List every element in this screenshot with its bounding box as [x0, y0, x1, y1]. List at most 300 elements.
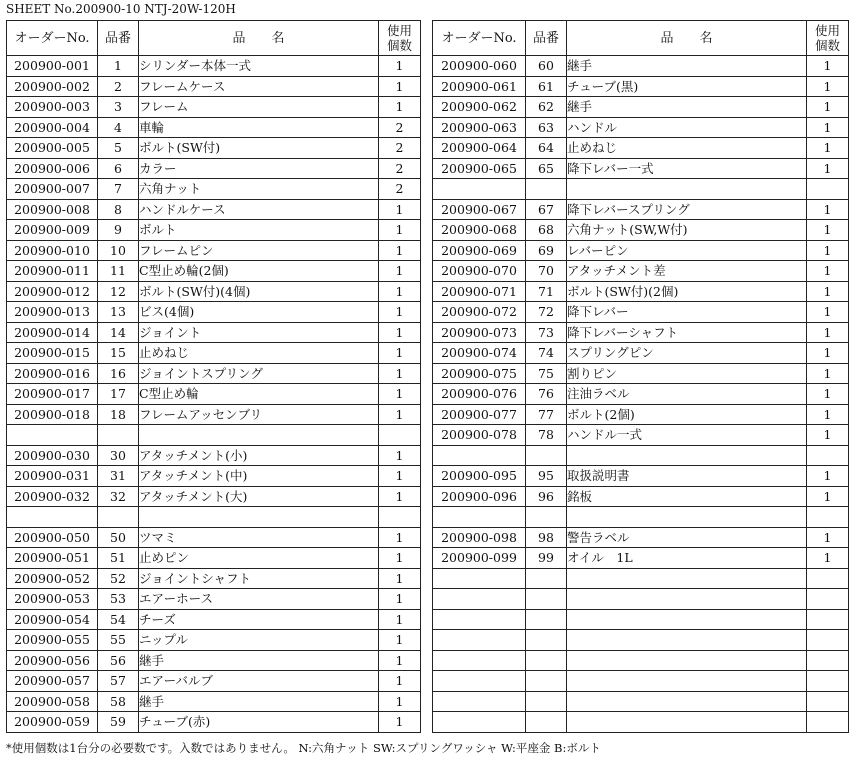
item-no-cell: 13 — [98, 302, 139, 323]
item-no-cell: 16 — [98, 363, 139, 384]
table-row — [433, 138, 849, 159]
item-name-cell: 降下レバーシャフト — [567, 322, 807, 343]
order-no-cell: 200900-075 — [433, 363, 526, 384]
quantity-cell: 1 — [379, 281, 421, 302]
quantity-cell — [807, 691, 849, 712]
item-no-cell: 11 — [98, 261, 139, 282]
item-name-cell — [567, 609, 807, 630]
order-no-cell: 200900-073 — [433, 322, 526, 343]
order-no-cell: 200900-061 — [433, 76, 526, 97]
order-no-cell: 200900-008 — [7, 199, 98, 220]
item-no-cell: 12 — [98, 281, 139, 302]
item-no-cell: 54 — [98, 609, 139, 630]
table-row — [433, 97, 849, 118]
table-row — [433, 404, 849, 425]
quantity-cell: 1 — [807, 261, 849, 282]
item-no-cell: 3 — [98, 97, 139, 118]
item-name-cell: 継手 — [567, 97, 807, 118]
order-no-cell: 200900-076 — [433, 384, 526, 405]
table-row — [433, 261, 849, 282]
item-name-cell: 銘板 — [567, 486, 807, 507]
quantity-cell: 1 — [807, 240, 849, 261]
item-no-cell — [526, 568, 567, 589]
table-row — [433, 568, 849, 589]
table-row — [7, 117, 421, 138]
order-no-cell: 200900-063 — [433, 117, 526, 138]
item-no-cell: 63 — [526, 117, 567, 138]
quantity-cell: 1 — [807, 56, 849, 77]
item-no-cell: 58 — [98, 691, 139, 712]
item-name-cell: ボルト(SW付)(2個) — [567, 281, 807, 302]
table-row — [7, 343, 421, 364]
item-no-cell: 75 — [526, 363, 567, 384]
item-no-cell: 67 — [526, 199, 567, 220]
order-no-cell — [433, 671, 526, 692]
quantity-cell — [807, 445, 849, 466]
item-name-cell: ハンドルケース — [139, 199, 379, 220]
order-no-cell: 200900-009 — [7, 220, 98, 241]
quantity-cell — [807, 179, 849, 200]
item-no-cell: 5 — [98, 138, 139, 159]
header-item-no: 品番 — [98, 21, 139, 56]
table-row — [433, 117, 849, 138]
order-no-cell — [433, 691, 526, 712]
item-no-cell — [526, 179, 567, 200]
table-row — [7, 363, 421, 384]
table-row — [7, 650, 421, 671]
order-no-cell: 200900-002 — [7, 76, 98, 97]
item-no-cell: 70 — [526, 261, 567, 282]
item-no-cell: 14 — [98, 322, 139, 343]
order-no-cell: 200900-074 — [433, 343, 526, 364]
quantity-cell: 1 — [379, 712, 421, 733]
item-name-cell: ボルト(2個) — [567, 404, 807, 425]
table-row — [433, 179, 849, 200]
order-no-cell: 200900-054 — [7, 609, 98, 630]
quantity-cell: 1 — [807, 158, 849, 179]
order-no-cell: 200900-050 — [7, 527, 98, 548]
order-no-cell — [433, 507, 526, 528]
table-row — [433, 76, 849, 97]
quantity-cell: 1 — [379, 56, 421, 77]
table-row — [433, 240, 849, 261]
item-name-cell — [567, 589, 807, 610]
item-no-cell: 62 — [526, 97, 567, 118]
item-name-cell: フレームアッセンブリ — [139, 404, 379, 425]
order-no-cell: 200900-030 — [7, 445, 98, 466]
table-row — [7, 56, 421, 77]
item-no-cell — [98, 425, 139, 446]
order-no-cell: 200900-007 — [7, 179, 98, 200]
quantity-cell — [807, 671, 849, 692]
item-name-cell: 六角ナット — [139, 179, 379, 200]
order-no-cell: 200900-032 — [7, 486, 98, 507]
item-name-cell: カラー — [139, 158, 379, 179]
item-no-cell: 96 — [526, 486, 567, 507]
table-row — [7, 179, 421, 200]
order-no-cell: 200900-077 — [433, 404, 526, 425]
order-no-cell: 200900-052 — [7, 568, 98, 589]
table-row — [7, 466, 421, 487]
order-no-cell: 200900-057 — [7, 671, 98, 692]
table-row — [7, 76, 421, 97]
table-row — [7, 281, 421, 302]
item-no-cell: 69 — [526, 240, 567, 261]
table-row — [433, 671, 849, 692]
item-name-cell: レバーピン — [567, 240, 807, 261]
header-quantity-line1: 使用 — [814, 23, 840, 38]
item-name-cell: エアーホース — [139, 589, 379, 610]
item-no-cell: 59 — [98, 712, 139, 733]
order-no-cell: 200900-058 — [7, 691, 98, 712]
item-no-cell: 32 — [98, 486, 139, 507]
table-row — [433, 220, 849, 241]
order-no-cell: 200900-070 — [433, 261, 526, 282]
item-no-cell: 8 — [98, 199, 139, 220]
quantity-cell: 1 — [379, 568, 421, 589]
order-no-cell: 200900-001 — [7, 56, 98, 77]
item-name-cell: 六角ナット(SW,W付) — [567, 220, 807, 241]
quantity-cell: 2 — [379, 138, 421, 159]
item-no-cell: 98 — [526, 527, 567, 548]
item-name-cell — [567, 507, 807, 528]
table-row — [7, 568, 421, 589]
table-row — [433, 589, 849, 610]
item-no-cell: 18 — [98, 404, 139, 425]
order-no-cell: 200900-072 — [433, 302, 526, 323]
item-no-cell: 78 — [526, 425, 567, 446]
quantity-cell: 1 — [807, 138, 849, 159]
order-no-cell — [433, 179, 526, 200]
table-row — [7, 261, 421, 282]
order-no-cell: 200900-003 — [7, 97, 98, 118]
order-no-cell: 200900-067 — [433, 199, 526, 220]
item-name-cell: 止めピン — [139, 548, 379, 569]
header-quantity — [379, 21, 421, 56]
order-no-cell: 200900-062 — [433, 97, 526, 118]
quantity-cell: 1 — [379, 404, 421, 425]
item-no-cell: 31 — [98, 466, 139, 487]
table-row — [7, 609, 421, 630]
item-name-cell: 警告ラベル — [567, 527, 807, 548]
quantity-cell: 1 — [807, 343, 849, 364]
table-row — [433, 322, 849, 343]
quantity-cell — [807, 630, 849, 651]
order-no-cell: 200900-064 — [433, 138, 526, 159]
quantity-cell — [379, 425, 421, 446]
quantity-cell: 1 — [379, 650, 421, 671]
table-row — [7, 527, 421, 548]
item-no-cell: 99 — [526, 548, 567, 569]
order-no-cell: 200900-015 — [7, 343, 98, 364]
item-no-cell — [526, 507, 567, 528]
table-row — [7, 691, 421, 712]
item-no-cell: 50 — [98, 527, 139, 548]
table-row — [433, 712, 849, 733]
table-row — [7, 302, 421, 323]
table-row — [433, 199, 849, 220]
item-no-cell: 1 — [98, 56, 139, 77]
quantity-cell: 1 — [379, 302, 421, 323]
item-no-cell: 4 — [98, 117, 139, 138]
item-name-cell: C型止め輪 — [139, 384, 379, 405]
order-no-cell: 200900-010 — [7, 240, 98, 261]
table-row — [433, 302, 849, 323]
quantity-cell: 1 — [807, 117, 849, 138]
item-no-cell — [526, 712, 567, 733]
quantity-cell: 1 — [379, 97, 421, 118]
quantity-cell: 1 — [807, 425, 849, 446]
item-name-cell: 割りピン — [567, 363, 807, 384]
item-name-cell: スプリングピン — [567, 343, 807, 364]
quantity-cell: 1 — [807, 466, 849, 487]
order-no-cell: 200900-018 — [7, 404, 98, 425]
item-no-cell: 10 — [98, 240, 139, 261]
item-name-cell: アタッチメント(小) — [139, 445, 379, 466]
order-no-cell: 200900-004 — [7, 117, 98, 138]
item-name-cell: チューブ(黒) — [567, 76, 807, 97]
quantity-cell: 1 — [379, 76, 421, 97]
item-no-cell: 55 — [98, 630, 139, 651]
item-name-cell — [567, 179, 807, 200]
item-no-cell: 73 — [526, 322, 567, 343]
table-row — [7, 425, 421, 446]
quantity-cell: 1 — [807, 404, 849, 425]
quantity-cell — [807, 609, 849, 630]
header-quantity-line2: 個数 — [386, 38, 412, 53]
quantity-cell: 1 — [807, 76, 849, 97]
item-no-cell: 6 — [98, 158, 139, 179]
item-name-cell: オイル 1L — [567, 548, 807, 569]
table-row — [7, 445, 421, 466]
item-no-cell: 61 — [526, 76, 567, 97]
table-row — [433, 445, 849, 466]
table-row — [7, 630, 421, 651]
item-name-cell: ジョイントシャフト — [139, 568, 379, 589]
item-no-cell: 95 — [526, 466, 567, 487]
item-no-cell: 77 — [526, 404, 567, 425]
order-no-cell: 200900-013 — [7, 302, 98, 323]
item-name-cell: ボルト(SW付)(4個) — [139, 281, 379, 302]
item-name-cell: フレームケース — [139, 76, 379, 97]
order-no-cell: 200900-031 — [7, 466, 98, 487]
quantity-cell: 1 — [379, 527, 421, 548]
quantity-cell: 1 — [379, 466, 421, 487]
item-name-cell: アタッチメント(大) — [139, 486, 379, 507]
item-name-cell: フレームピン — [139, 240, 379, 261]
table-row — [7, 712, 421, 733]
item-no-cell — [526, 671, 567, 692]
item-name-cell: ボルト — [139, 220, 379, 241]
table-row — [433, 691, 849, 712]
order-no-cell: 200900-055 — [7, 630, 98, 651]
item-no-cell: 64 — [526, 138, 567, 159]
quantity-cell: 2 — [379, 117, 421, 138]
table-row — [433, 527, 849, 548]
item-name-cell: ハンドル一式 — [567, 425, 807, 446]
order-no-cell: 200900-096 — [433, 486, 526, 507]
table-row — [433, 343, 849, 364]
quantity-cell: 1 — [807, 302, 849, 323]
item-no-cell: 52 — [98, 568, 139, 589]
quantity-cell — [807, 650, 849, 671]
item-name-cell — [567, 630, 807, 651]
item-no-cell — [526, 691, 567, 712]
order-no-cell — [7, 507, 98, 528]
item-name-cell — [567, 691, 807, 712]
order-no-cell — [433, 712, 526, 733]
order-no-cell: 200900-053 — [7, 589, 98, 610]
footnote: *使用個数は1台分の必要数です。入数ではありません。 N:六角ナット SW:スプリングワッシャ W:平座金 B:ボルト — [6, 741, 601, 755]
quantity-cell: 2 — [379, 158, 421, 179]
item-no-cell: 51 — [98, 548, 139, 569]
item-name-cell: 車輪 — [139, 117, 379, 138]
item-name-cell: シリンダー本体一式 — [139, 56, 379, 77]
quantity-cell: 1 — [379, 671, 421, 692]
order-no-cell — [433, 650, 526, 671]
item-name-cell: フレーム — [139, 97, 379, 118]
order-no-cell: 200900-051 — [7, 548, 98, 569]
order-no-cell: 200900-078 — [433, 425, 526, 446]
header-item-name: 品 名 — [139, 21, 379, 56]
quantity-cell: 1 — [379, 220, 421, 241]
item-no-cell: 15 — [98, 343, 139, 364]
item-name-cell: チューブ(赤) — [139, 712, 379, 733]
item-no-cell: 68 — [526, 220, 567, 241]
item-name-cell: 止めねじ — [567, 138, 807, 159]
item-no-cell: 30 — [98, 445, 139, 466]
item-name-cell: 注油ラベル — [567, 384, 807, 405]
item-no-cell: 72 — [526, 302, 567, 323]
item-no-cell: 9 — [98, 220, 139, 241]
table-row — [433, 425, 849, 446]
quantity-cell — [807, 568, 849, 589]
order-no-cell: 200900-098 — [433, 527, 526, 548]
table-row — [433, 609, 849, 630]
item-name-cell — [139, 425, 379, 446]
quantity-cell: 1 — [379, 363, 421, 384]
item-name-cell: ハンドル — [567, 117, 807, 138]
item-name-cell: チーズ — [139, 609, 379, 630]
item-no-cell — [526, 589, 567, 610]
quantity-cell — [807, 589, 849, 610]
quantity-cell: 1 — [379, 343, 421, 364]
item-no-cell: 17 — [98, 384, 139, 405]
order-no-cell: 200900-056 — [7, 650, 98, 671]
item-no-cell: 71 — [526, 281, 567, 302]
item-no-cell: 76 — [526, 384, 567, 405]
order-no-cell: 200900-068 — [433, 220, 526, 241]
order-no-cell: 200900-069 — [433, 240, 526, 261]
item-name-cell: 取扱説明書 — [567, 466, 807, 487]
table-row — [7, 404, 421, 425]
quantity-cell: 1 — [807, 363, 849, 384]
item-name-cell: 降下レバー一式 — [567, 158, 807, 179]
order-no-cell — [7, 425, 98, 446]
quantity-cell: 1 — [379, 240, 421, 261]
table-row — [7, 322, 421, 343]
item-no-cell — [526, 630, 567, 651]
order-no-cell: 200900-012 — [7, 281, 98, 302]
item-name-cell: 継手 — [567, 56, 807, 77]
quantity-cell: 1 — [379, 609, 421, 630]
parts-table-left — [6, 20, 421, 733]
quantity-cell: 1 — [379, 384, 421, 405]
quantity-cell: 1 — [807, 281, 849, 302]
table-row — [433, 650, 849, 671]
item-name-cell — [567, 650, 807, 671]
header-order-no: オーダーNo. — [7, 21, 98, 56]
order-no-cell — [433, 630, 526, 651]
table-row — [433, 158, 849, 179]
item-no-cell — [526, 609, 567, 630]
quantity-cell: 2 — [379, 179, 421, 200]
table-row — [7, 384, 421, 405]
table-row — [7, 138, 421, 159]
item-name-cell: 降下レバー — [567, 302, 807, 323]
item-no-cell — [526, 650, 567, 671]
header-quantity-line1: 使用 — [386, 23, 412, 38]
order-no-cell: 200900-095 — [433, 466, 526, 487]
quantity-cell: 1 — [807, 322, 849, 343]
table-row — [433, 630, 849, 651]
item-name-cell — [567, 568, 807, 589]
item-no-cell: 7 — [98, 179, 139, 200]
item-no-cell: 2 — [98, 76, 139, 97]
item-name-cell: エアーバルブ — [139, 671, 379, 692]
order-no-cell: 200900-016 — [7, 363, 98, 384]
order-no-cell: 200900-099 — [433, 548, 526, 569]
quantity-cell: 1 — [379, 322, 421, 343]
item-name-cell: ビス(4個) — [139, 302, 379, 323]
item-name-cell — [567, 445, 807, 466]
item-no-cell: 74 — [526, 343, 567, 364]
table-row — [7, 507, 421, 528]
order-no-cell: 200900-011 — [7, 261, 98, 282]
quantity-cell: 1 — [807, 486, 849, 507]
table-row — [7, 548, 421, 569]
order-no-cell: 200900-060 — [433, 56, 526, 77]
table-row — [7, 97, 421, 118]
table-row — [433, 507, 849, 528]
order-no-cell: 200900-005 — [7, 138, 98, 159]
table-row — [433, 384, 849, 405]
table-header-row — [7, 21, 421, 56]
item-no-cell — [526, 445, 567, 466]
quantity-cell — [807, 712, 849, 733]
quantity-cell: 1 — [807, 199, 849, 220]
quantity-cell: 1 — [807, 548, 849, 569]
table-row — [433, 363, 849, 384]
quantity-cell: 1 — [379, 486, 421, 507]
item-no-cell: 57 — [98, 671, 139, 692]
item-no-cell: 65 — [526, 158, 567, 179]
table-row — [7, 220, 421, 241]
header-quantity — [807, 21, 849, 56]
item-name-cell: ボルト(SW付) — [139, 138, 379, 159]
item-name-cell: アタッチメント(中) — [139, 466, 379, 487]
quantity-cell: 1 — [379, 548, 421, 569]
quantity-cell: 1 — [807, 527, 849, 548]
order-no-cell — [433, 445, 526, 466]
item-no-cell: 60 — [526, 56, 567, 77]
order-no-cell — [433, 568, 526, 589]
order-no-cell: 200900-017 — [7, 384, 98, 405]
sheet-title: SHEET No.200900-10 NTJ-20W-120H — [6, 2, 236, 16]
quantity-cell: 1 — [379, 691, 421, 712]
table-row — [7, 199, 421, 220]
parts-list-left — [7, 56, 421, 733]
